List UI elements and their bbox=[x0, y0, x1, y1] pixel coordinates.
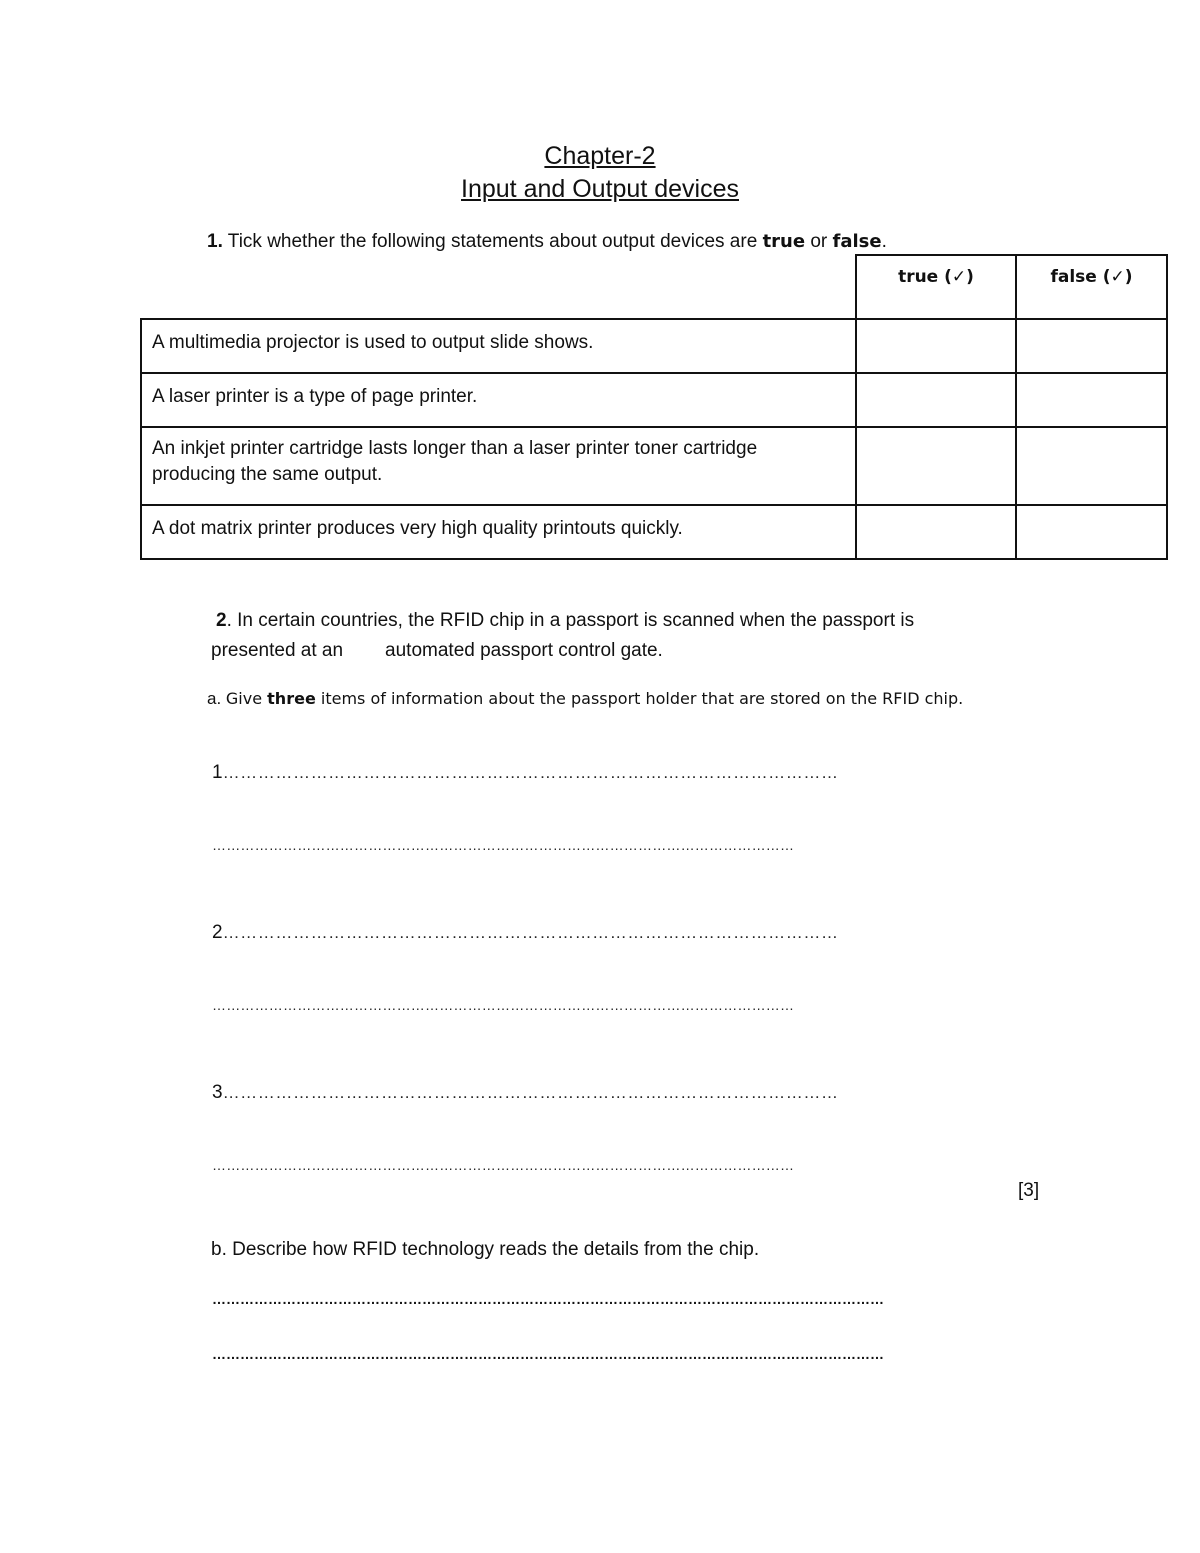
answer-line-1-continuation[interactable]: …………………………………………………………………………………………………………… bbox=[212, 837, 795, 853]
answer-line-2-continuation[interactable]: …………………………………………………………………………………………………………… bbox=[212, 997, 795, 1013]
answer-dotted-line: …………………………………………………………………………………………… bbox=[222, 1083, 839, 1102]
answer-number: 2 bbox=[212, 922, 223, 943]
question-1-text: Tick whether the following statements about output devices are bbox=[222, 231, 763, 252]
question-2-number: 2 bbox=[216, 610, 227, 631]
false-tick-box[interactable] bbox=[1016, 427, 1167, 505]
part-a-text-rest: items of information about the passport holder that are stored on the RFID chip. bbox=[315, 689, 964, 708]
table-row bbox=[141, 427, 1167, 505]
part-a-label: a. bbox=[207, 689, 226, 708]
question-2-intro-line-2 bbox=[211, 640, 663, 662]
statement-cell: A dot matrix printer produces very high quality printouts quickly. bbox=[141, 505, 856, 559]
false-column-header: false (✓) bbox=[1016, 255, 1167, 319]
false-word: false bbox=[832, 231, 882, 252]
true-tick-box[interactable] bbox=[856, 427, 1016, 505]
part-a-text: Give bbox=[225, 689, 268, 708]
true-false-table bbox=[140, 254, 1168, 560]
table-row bbox=[141, 373, 1167, 427]
true-word: true bbox=[762, 231, 806, 252]
true-tick-box[interactable] bbox=[856, 505, 1016, 559]
table-row bbox=[141, 505, 1167, 559]
answer-number: 1 bbox=[212, 762, 223, 783]
answer-line-3[interactable] bbox=[212, 1082, 1032, 1104]
answer-dotted-line: …………………………………………………………………………………………… bbox=[222, 923, 839, 942]
question-1-prompt bbox=[207, 231, 887, 253]
true-column-header: true (✓) bbox=[856, 255, 1016, 319]
table-header-row bbox=[141, 255, 1167, 319]
statement-cell: A laser printer is a type of page printer. bbox=[141, 373, 856, 427]
part-a-prompt bbox=[207, 689, 963, 709]
false-tick-box[interactable] bbox=[1016, 373, 1167, 427]
answer-line-1[interactable] bbox=[212, 762, 1042, 784]
statement-cell: An inkjet printer cartridge lasts longer than a laser printer toner cartridge producing the same output. bbox=[141, 427, 856, 505]
chapter-heading: Chapter-2 bbox=[544, 142, 656, 170]
answer-line-2[interactable] bbox=[212, 922, 1042, 944]
part-b-answer-line-2[interactable]: ……………………………………………………………………………………………………………………………… bbox=[212, 1346, 884, 1362]
true-tick-box[interactable] bbox=[856, 373, 1016, 427]
or-word: or bbox=[805, 231, 833, 252]
answer-dotted-line: …………………………………………………………………………………………… bbox=[222, 763, 839, 782]
part-b-prompt: b. Describe how RFID technology reads the details from the chip. bbox=[211, 1239, 760, 1260]
question-1-number: 1. bbox=[207, 231, 223, 252]
page-title: Input and Output devices bbox=[461, 175, 739, 203]
question-2-text-part-b: automated passport control gate. bbox=[385, 640, 663, 661]
part-a-bold-word: three bbox=[267, 689, 316, 708]
part-a-marks: [3] bbox=[1018, 1180, 1040, 1201]
question-1-period: . bbox=[881, 231, 887, 252]
false-tick-box[interactable] bbox=[1016, 505, 1167, 559]
true-tick-box[interactable] bbox=[856, 319, 1016, 373]
answer-line-3-continuation[interactable]: …………………………………………………………………………………………………………… bbox=[212, 1157, 795, 1173]
question-2-intro-line-1 bbox=[216, 610, 914, 632]
answer-number: 3 bbox=[212, 1082, 223, 1103]
table-row bbox=[141, 319, 1167, 373]
false-tick-box[interactable] bbox=[1016, 319, 1167, 373]
question-2-text-part-a: presented at an bbox=[211, 640, 344, 661]
statement-cell: A multimedia projector is used to output slide shows. bbox=[141, 319, 856, 373]
part-b-answer-line-1[interactable]: ……………………………………………………………………………………………………………………………… bbox=[212, 1291, 884, 1307]
blank-header-cell bbox=[141, 255, 856, 319]
question-2-text: . In certain countries, the RFID chip in a passport is scanned when the passport is bbox=[226, 610, 915, 631]
